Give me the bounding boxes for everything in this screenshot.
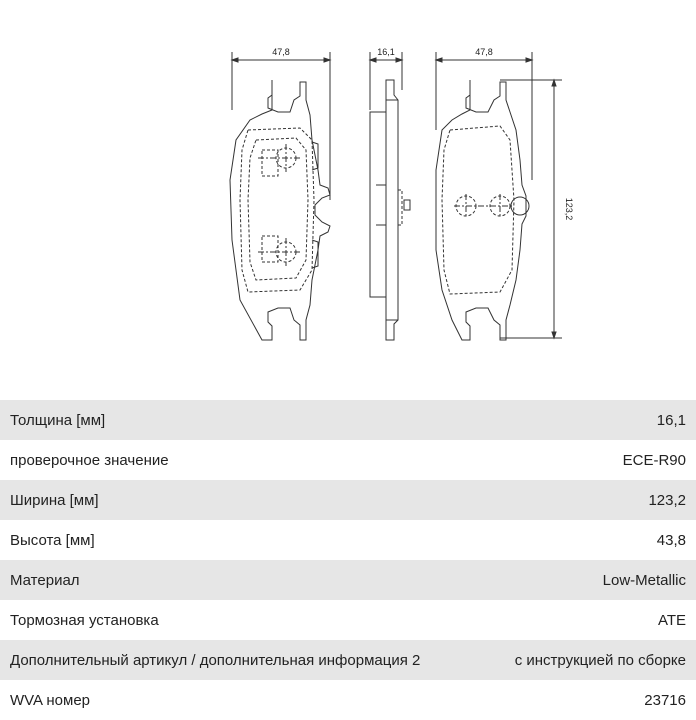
spec-label: Высота [мм] bbox=[10, 531, 95, 549]
spec-label: Дополнительный артикул / дополнительная информация 2 bbox=[10, 651, 421, 669]
spec-value: ECE-R90 bbox=[622, 451, 686, 469]
spec-row-brake-system bbox=[0, 600, 696, 640]
spec-value: 16,1 bbox=[656, 411, 686, 429]
spec-value: 43,8 bbox=[656, 531, 686, 549]
spec-row-additional-info bbox=[0, 640, 696, 680]
dim-line-left bbox=[232, 52, 330, 200]
spec-row-wva-number bbox=[0, 680, 696, 720]
spec-row-width bbox=[0, 480, 696, 520]
pad-inner-right bbox=[442, 126, 514, 294]
dim-line-height bbox=[500, 80, 562, 338]
spec-label: Толщина [мм] bbox=[10, 411, 106, 429]
spec-value: 23716 bbox=[644, 691, 686, 709]
spec-value: ATE bbox=[657, 611, 686, 629]
spec-label: Тормозная установка bbox=[10, 611, 159, 629]
spec-label: Ширина [мм] bbox=[10, 491, 99, 509]
dim-label-width-right: 47,8 bbox=[475, 47, 493, 57]
spec-value: 123,2 bbox=[648, 491, 686, 509]
specs-table bbox=[0, 400, 696, 720]
dim-label-height: 123,2 bbox=[564, 197, 574, 221]
dim-label-thickness: 16,1 bbox=[377, 47, 395, 57]
spec-row-height bbox=[0, 520, 696, 560]
spec-value: с инструкцией по сборке bbox=[514, 651, 686, 669]
spec-row-thickness bbox=[0, 400, 696, 440]
pad-outline-left bbox=[230, 80, 330, 340]
dim-line-right bbox=[436, 52, 532, 180]
spec-value: Low-Metallic bbox=[602, 571, 686, 589]
pad-inner-left bbox=[240, 128, 314, 292]
pad-side-profile bbox=[370, 80, 410, 340]
spec-label: Материал bbox=[10, 571, 80, 589]
spec-row-test-value bbox=[0, 440, 696, 480]
spec-label: WVA номер bbox=[10, 691, 91, 709]
spec-label: проверочное значение bbox=[10, 451, 169, 469]
dim-label-width-left: 47,8 bbox=[272, 47, 290, 57]
spec-row-material bbox=[0, 560, 696, 600]
